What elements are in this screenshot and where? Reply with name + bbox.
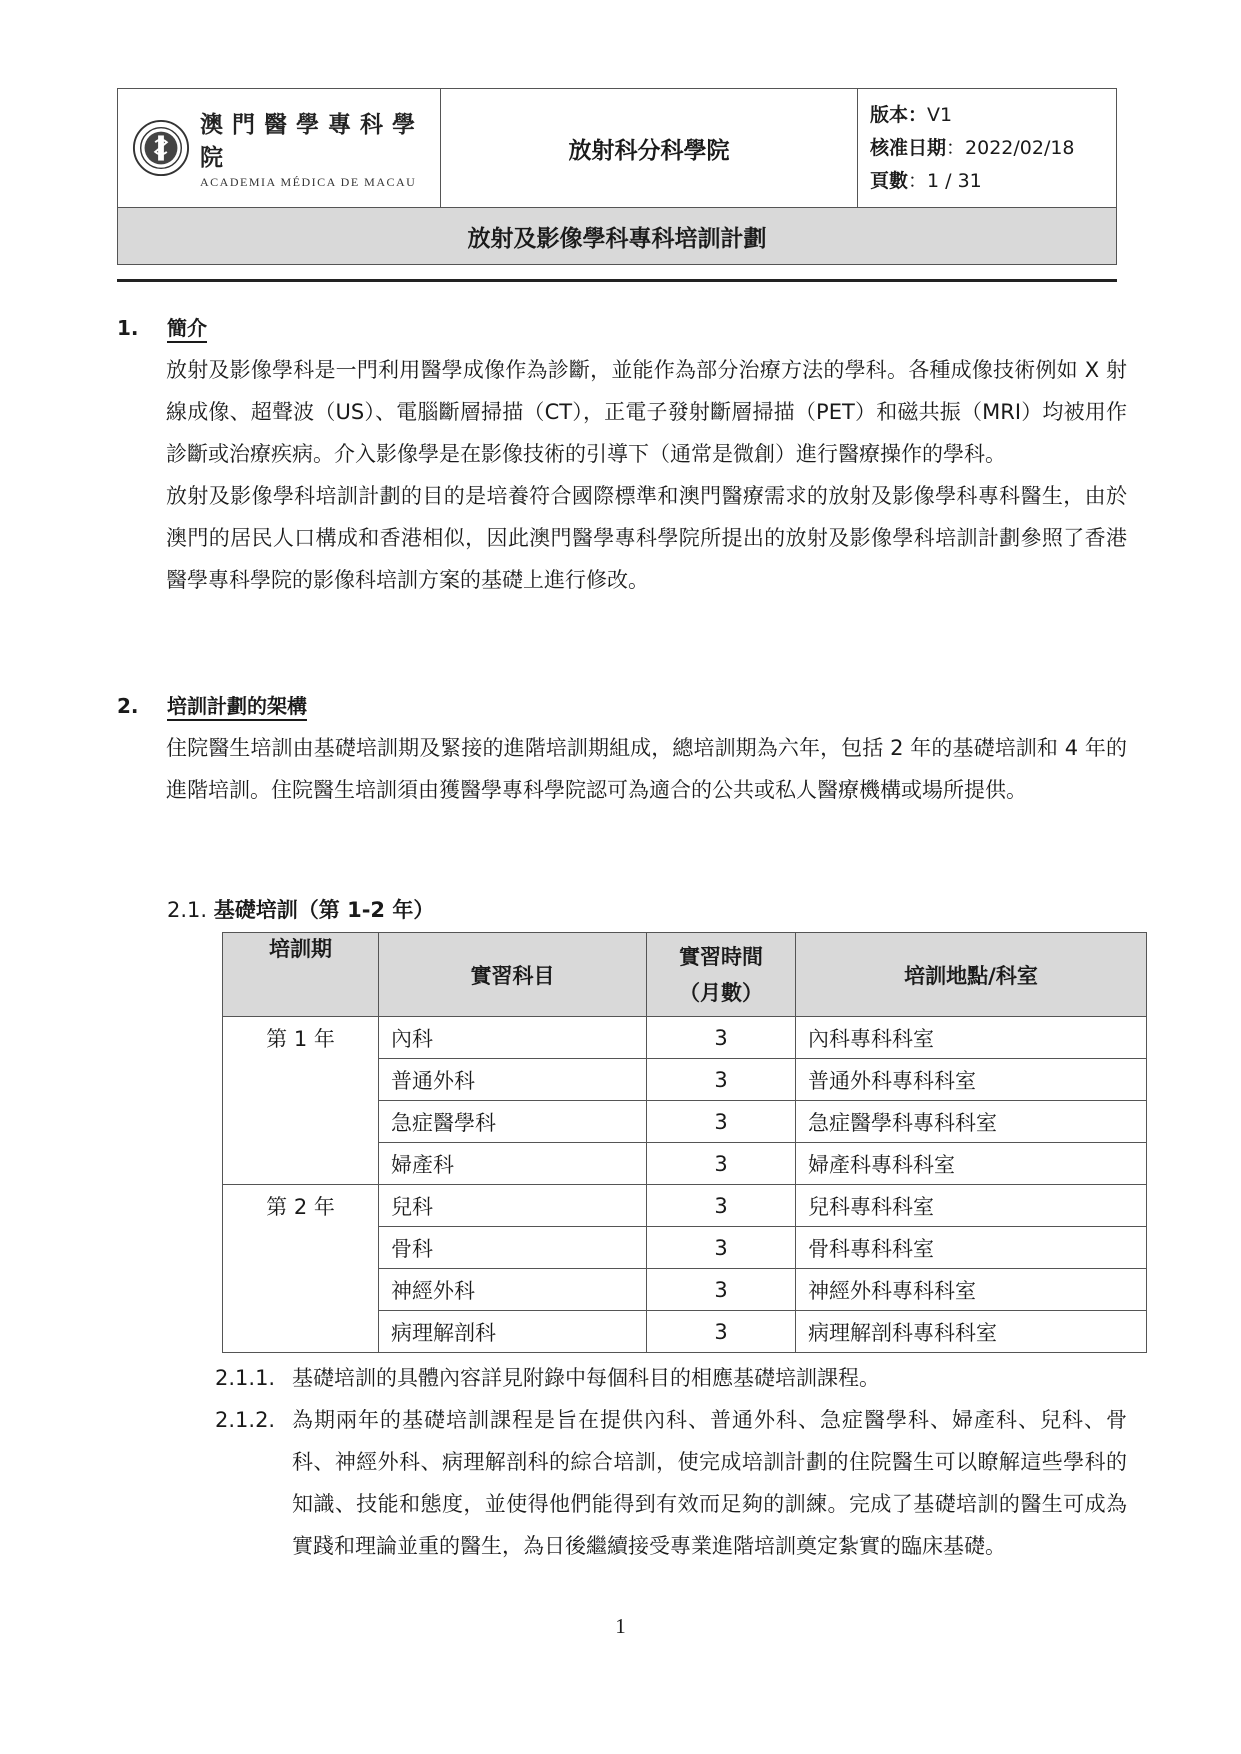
section-title: 培訓計劃的架構 — [167, 694, 307, 718]
structure-paragraph: 住院醫生培訓由基礎培訓期及緊接的進階培訓期組成，總培訓期為六年，包括 2 年的基礎培訓和 4 年的進階培訓。住院醫生培訓須由獲醫學專科學院認可為適合的公共或私人醫療機構或場所提供。 — [166, 736, 1127, 802]
header-period: 培訓期 — [223, 933, 379, 1017]
subject-cell: 婦產科 — [379, 1143, 647, 1185]
subject-cell: 神經外科 — [379, 1269, 647, 1311]
training-table — [222, 932, 1147, 1353]
location-cell: 病理解剖科專科科室 — [796, 1311, 1147, 1353]
months-cell: 3 — [647, 1101, 796, 1143]
header-subject: 實習科目 — [379, 933, 647, 1017]
org-name-pt: ACADEMIA MÉDICA DE MACAU — [200, 175, 417, 189]
subject-cell: 兒科 — [379, 1185, 647, 1227]
header-divider — [117, 279, 1117, 282]
version-line: 版本：V1 — [870, 104, 953, 126]
document-meta — [858, 89, 1116, 207]
location-cell: 急症醫學科專科科室 — [796, 1101, 1147, 1143]
section-title: 簡介 — [167, 316, 207, 340]
page-number: 1 — [615, 1614, 626, 1638]
section-introduction — [117, 311, 1127, 601]
period-cell: 第 1 年 — [223, 1017, 379, 1185]
subject-cell: 病理解剖科 — [379, 1311, 647, 1353]
college-name: 放射科分科學院 — [441, 89, 858, 207]
table-row — [223, 1185, 1147, 1227]
location-cell: 婦產科專科科室 — [796, 1143, 1147, 1185]
section-structure — [117, 689, 1127, 811]
note-text: 基礎培訓的具體內容詳見附錄中每個科目的相應基礎培訓課程。 — [292, 1366, 880, 1390]
header-location: 培訓地點/科室 — [796, 933, 1147, 1017]
months-cell: 3 — [647, 1311, 796, 1353]
months-cell: 3 — [647, 1143, 796, 1185]
subject-cell: 普通外科 — [379, 1059, 647, 1101]
location-cell: 普通外科專科科室 — [796, 1059, 1147, 1101]
subsection-notes — [215, 1357, 1127, 1567]
months-cell: 3 — [647, 1185, 796, 1227]
subject-cell: 骨科 — [379, 1227, 647, 1269]
note-text: 為期兩年的基礎培訓課程是旨在提供內科、普通外科、急症醫學科、婦產科、兒科、骨科、神經外科、病理解剖科的綜合培訓，使完成培訓計劃的住院醫生可以瞭解這些學科的知識、技能和態度，並使得他們能得到有效而足夠的訓練。完成了基礎培訓的醫生可成為實踐和理論並重的醫生，為日後繼續接受專業進階培訓奠定紮實的臨床基礎。 — [292, 1408, 1127, 1558]
section-number: 2. — [117, 694, 139, 718]
location-cell: 內科專科科室 — [796, 1017, 1147, 1059]
academy-logo — [118, 89, 441, 207]
list-item — [215, 1399, 1127, 1567]
months-cell: 3 — [647, 1017, 796, 1059]
subsection-heading: 2.1. 基礎培訓（第 1-2 年） — [167, 898, 435, 922]
location-cell: 兒科專科科室 — [796, 1185, 1147, 1227]
intro-paragraph: 放射及影像學科是一門利用醫學成像作為診斷，並能作為部分治療方法的學科。各種成像技術例如 X 射線成像、超聲波（US）、電腦斷層掃描（CT），正電子發射斷層掃描（PET）和磁共振（MRI）均被用作診斷或治療疾病。介入影像學是在影像技術的引導下（通常是微創）進行醫療操作的學科。 — [166, 358, 1127, 466]
section-number: 1. — [117, 316, 139, 340]
months-cell: 3 — [647, 1059, 796, 1101]
header-duration: 實習時間 （月數） — [647, 933, 796, 1017]
note-number: 2.1.1. — [215, 1366, 276, 1390]
document-title: 放射及影像學科專科培訓計劃 — [118, 208, 1116, 264]
location-cell: 神經外科專科科室 — [796, 1269, 1147, 1311]
document-header — [117, 88, 1117, 265]
page-count-line: 頁數：1 / 31 — [870, 170, 982, 192]
org-name-zh: 澳門醫學專科學院 — [200, 111, 424, 171]
academy-seal-icon — [132, 119, 190, 177]
subject-cell: 內科 — [379, 1017, 647, 1059]
approval-date-line: 核准日期：2022/02/18 — [870, 137, 1075, 159]
months-cell: 3 — [647, 1227, 796, 1269]
period-cell: 第 2 年 — [223, 1185, 379, 1353]
months-cell: 3 — [647, 1269, 796, 1311]
location-cell: 骨科專科科室 — [796, 1227, 1147, 1269]
intro-paragraph: 放射及影像學科培訓計劃的目的是培養符合國際標準和澳門醫療需求的放射及影像學科專科醫生，由於澳門的居民人口構成和香港相似，因此澳門醫學專科學院所提出的放射及影像學科培訓計劃參照了香港醫學專科學院的影像科培訓方案的基礎上進行修改。 — [166, 484, 1127, 592]
note-number: 2.1.2. — [215, 1408, 276, 1432]
table-row — [223, 1017, 1147, 1059]
list-item — [215, 1357, 1127, 1399]
subject-cell: 急症醫學科 — [379, 1101, 647, 1143]
